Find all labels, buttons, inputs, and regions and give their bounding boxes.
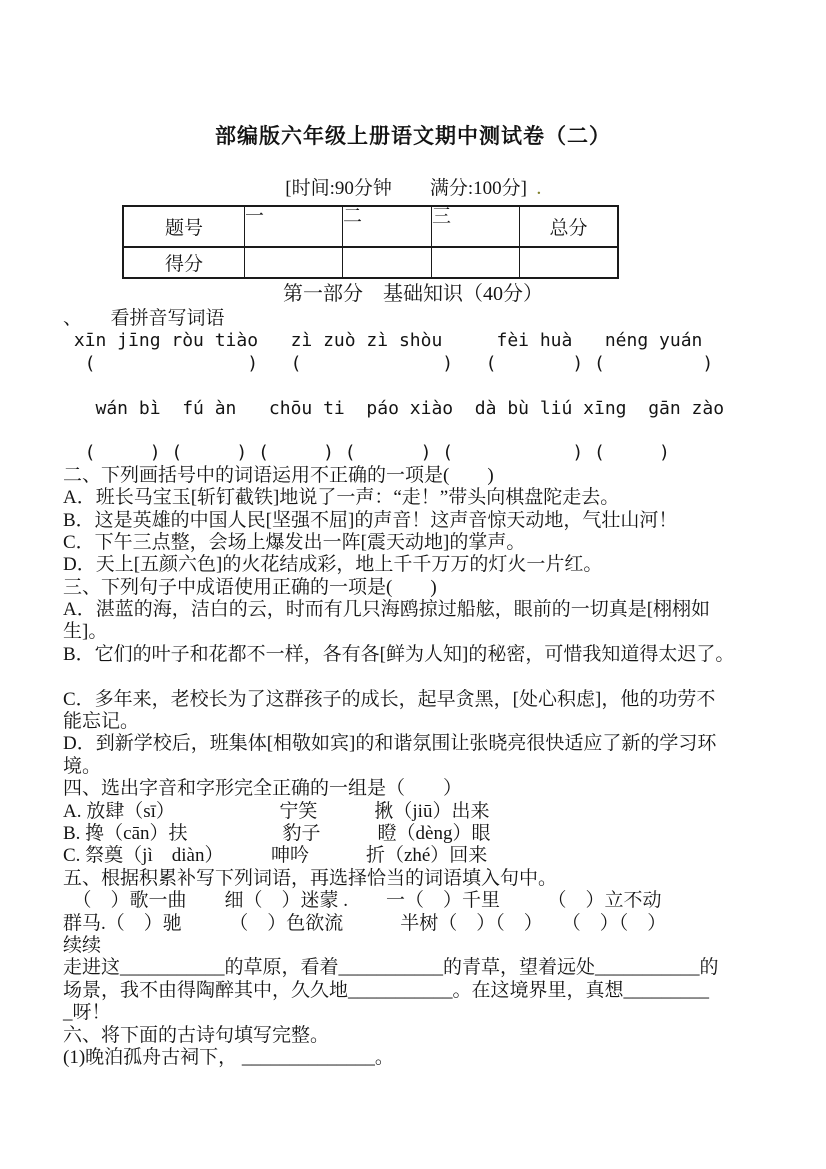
q6-item-1: (1)晚泊孤舟古祠下， ______________。 bbox=[63, 1046, 394, 1068]
q2-option-b: B．这是英雄的中国人民[坚强不屈]的声音！这声音惊天动地，气壮山河！ bbox=[63, 509, 678, 531]
q3-option-a-line1: A．湛蓝的海，洁白的云，时而有几只海鸥掠过船舷，眼前的一切真是[栩栩如 bbox=[63, 599, 711, 621]
q3-option-d-line2: 境。 bbox=[63, 755, 102, 777]
q4-stem: 四、选出字音和字形完全正确的一组是（ ） bbox=[63, 778, 463, 800]
q1-paren-row2: ( ) ( ) ( ) ( ) ( ) ( ) bbox=[63, 442, 670, 464]
score-table bbox=[122, 205, 619, 279]
q5-words-row2-cont: 续续 bbox=[63, 934, 102, 956]
spacer-1 bbox=[63, 375, 826, 397]
q1-pinyin-row1: xīn jīng ròu tiào zì zuò zì shòu fèi huà néng yuán bbox=[63, 330, 703, 352]
q2-option-c: C．下午三点整，会场上爆发出一阵[震天动地]的掌声。 bbox=[63, 531, 526, 553]
spacer-2 bbox=[63, 420, 826, 442]
page-title: 部编版六年级上册语文期中测试卷（二） bbox=[215, 124, 611, 148]
score-table-score-row bbox=[123, 247, 618, 278]
q3-option-d-line1: D．到新学校后，班集体[相敬如宾]的和谐氛围让张晓亮很快适应了新的学习环 bbox=[63, 733, 717, 755]
score-table-body bbox=[123, 206, 618, 278]
exam-info-text: [时间:90分钟 满分:100分] bbox=[285, 178, 527, 199]
q1-label: 、 看拼音写词语 bbox=[63, 308, 225, 329]
document-body bbox=[63, 308, 826, 1069]
q5-sentence-line1: 走进这___________的草原，看着___________的青草，望着远处___________的 bbox=[63, 957, 719, 979]
q1-pinyin-row2: wán bì fú àn chōu ti páo xiào dà bù liú xīng gān zào bbox=[63, 397, 725, 419]
score-table-header-row bbox=[123, 206, 618, 247]
score-table-score-cell: 得分 bbox=[123, 247, 245, 278]
spacer-3 bbox=[63, 666, 826, 688]
q3-option-c-line1: C．多年来，老校长为了这群孩子的成长，起早贪黑，[处心积虑]，他的功劳不 bbox=[63, 688, 716, 710]
q6-stem: 六、将下面的古诗句填写完整。 bbox=[63, 1024, 330, 1046]
score-table-score-cell bbox=[520, 247, 619, 278]
q2-stem: 二、下列画括号中的词语运用不正确的一项是( ) bbox=[63, 464, 494, 486]
exam-info-trailing-mark: . bbox=[536, 182, 541, 198]
q4-option-a: A. 放肆（sī） 宁笑 揪（jiū）出来 bbox=[63, 800, 490, 822]
q5-words-row1: （ ）歌一曲 细（ ）迷蒙 . 一（ ）千里 （ ）立不动 bbox=[63, 890, 662, 912]
score-table-header-cell: 一 bbox=[245, 206, 343, 247]
q4-option-c: C. 祭奠（jì diàn） 呻吟 折（zhé）回来 bbox=[63, 845, 488, 867]
section-heading: 第一部分 基础知识（40分） bbox=[283, 283, 543, 305]
q3-stem: 三、下列句子中成语使用正确的一项是( ) bbox=[63, 576, 437, 598]
q2-option-d: D．天上[五颜六色]的火花结成彩，地上千千万万的灯火一片红。 bbox=[63, 554, 603, 576]
q3-option-b: B．它们的叶子和花都不一样，各有各[鲜为人知]的秘密，可惜我知道得太迟了。 bbox=[63, 643, 735, 665]
q2-option-a: A．班长马宝玉[斩钉截铁]地说了一声：“走！”带头向棋盘陀走去。 bbox=[63, 487, 620, 509]
q5-sentence-line2: 场景，我不由得陶醉其中，久久地___________。在这境界里，真想_________ bbox=[63, 979, 710, 1001]
exam-info-line bbox=[0, 177, 826, 202]
score-table-score-cell bbox=[432, 247, 520, 278]
q1-paren-row1: ( ) ( ) ( ) ( ) bbox=[63, 352, 714, 374]
score-table-header-cell: 三 bbox=[432, 206, 520, 247]
q5-sentence-line3: _呀！ bbox=[63, 1002, 111, 1024]
q4-option-b: B. 搀（cān）扶 豹子 瞪（dèng）眼 bbox=[63, 822, 491, 844]
q5-stem: 五、根据积累补写下列词语，再选择恰当的词语填入句中。 bbox=[63, 867, 558, 889]
q3-option-c-line2: 能忘记。 bbox=[63, 711, 140, 733]
score-table-score-cell bbox=[343, 247, 432, 278]
score-table-header-cell: 二 bbox=[343, 206, 432, 247]
q5-words-row2: 群马.（ ）驰 （ ）色欲流 半树（ ）（ ） （ ）（ ） bbox=[63, 912, 667, 934]
q3-option-a-line2: 生]。 bbox=[63, 621, 108, 643]
score-table-header-cell: 题号 bbox=[123, 206, 245, 247]
score-table-score-cell bbox=[245, 247, 343, 278]
score-table-header-cell: 总分 bbox=[520, 206, 619, 247]
